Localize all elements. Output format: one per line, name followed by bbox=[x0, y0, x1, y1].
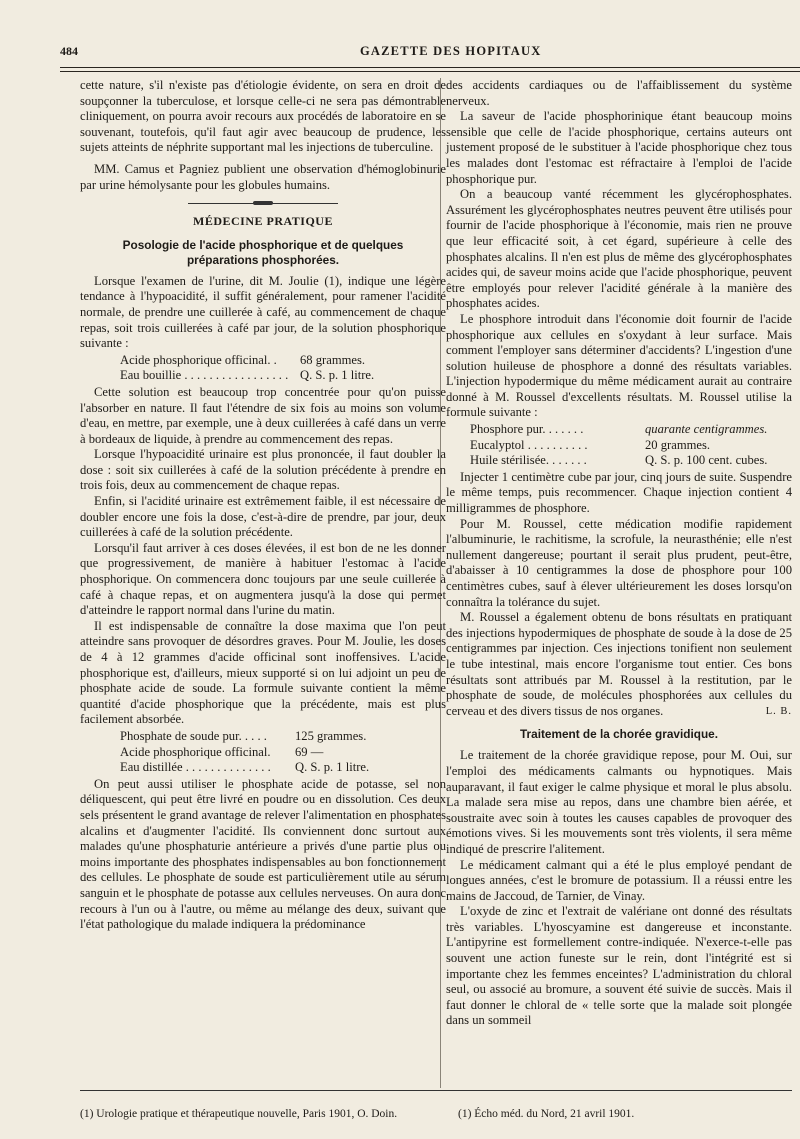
formula-3 bbox=[470, 422, 792, 469]
header-rule bbox=[60, 67, 800, 68]
formula-quantity: 20 grammes. bbox=[645, 437, 711, 452]
right-column bbox=[446, 78, 792, 1029]
paragraph: Enfin, si l'acidité urinaire est extrêmement faible, il est nécessaire de doubler encore une fois la dose, c'est-à-dire de prendre, par jour, deux cuillerées à café de la solution précédente. bbox=[80, 494, 446, 540]
formula-ingredient: Eucalyptol . . . . . . . . . . bbox=[470, 437, 588, 452]
paragraph bbox=[446, 610, 792, 719]
paragraph: Cette solution est beaucoup trop concentrée pour qu'on puisse l'absorber en nature. Il faut l'étendre de six fois au moins son volume d'eau, en mettre, par exemple, une à deux cuillerées à café dans un verre à bordeaux de liquide, à prendre au commencement des repas. bbox=[80, 384, 446, 446]
paragraph: Lorsque l'examen de l'urine, dit M. Joulie (1), indique une légère tendance à l'hypoacidité, il suffit généralement, pour ramener l'acidité normale, de prendre une cuillerée à café, au commencement de chaque repas, soit trois cuillerées à café par jour, de la solution phosphorique suivante : bbox=[80, 273, 446, 351]
paragraph: Le médicament calmant qui a été le plus employé pendant de longues années, c'est le bromure de potassium. Il a réussi entre les mains de Jaccoud, de Tarnier, de Vinay. bbox=[446, 857, 792, 903]
paragraph: Le traitement de la chorée gravidique repose, pour M. Oui, sur l'emploi des médicaments calmants ou hypnotiques. Mais auparavant, il faut exiger le calme physique et moral le plus absolu. La malade sera mise au repos, dans une chambre bien aérée, et soustraite avec soin à toutes les causes capables de provoquer des émotions vives. Si les mouvements sont très violents, il sera même indiqué de prescrire l'alitement. bbox=[446, 748, 792, 856]
formula-quantity: Q. S. p. 1 litre. bbox=[300, 368, 375, 383]
formula-quantity: 68 grammes. bbox=[300, 352, 366, 367]
journal-title: GAZETTE DES HOPITAUX bbox=[360, 44, 542, 58]
footnote-right: (1) Écho méd. du Nord, 21 avril 1901. bbox=[458, 1108, 635, 1120]
paragraph: On a beaucoup vanté récemment les glycérophosphates. Assurément les glycérophosphates neutres peuvent être utilisés pour fournir de l'acide phosphorique à l'économie, mais rien ne prouve que leur efficacité soit, à cet égard, supérieure à celle des phosphates alcalins. Il n'en est plus de même des glycérophosphates acides qui, de saveur moins acide que l'acide phosphorique, peuvent être employés pour relever l'acidité générale à la manière des phosphates acides. bbox=[446, 187, 792, 311]
paragraph: La saveur de l'acide phosphorinique étant beaucoup moins sensible que celle de l'acide phosphorique, certains auteurs ont justement proposé de le substituer à l'acide phosphorique chez tous les malades dont l'estomac est réfractaire à l'emploi de l'acide phosphorique pur. bbox=[446, 109, 792, 186]
section-divider bbox=[188, 203, 338, 208]
formula-quantity: Q. S. p. 1 litre. bbox=[295, 760, 370, 775]
formula-ingredient: Acide phosphorique officinal. bbox=[120, 744, 271, 759]
paragraph: Il est indispensable de connaître la dose maxima que l'on peut atteindre sans provoquer de désordres graves. Pour M. Joulie, les doses de 4 à 12 grammes d'acide officinal sont inoffensives. L'acide phosphorique est, d'ailleurs, mieux supporté si on lui adjoint un peu de phosphate acide de soude. La formule suivante contient la même quantité d'acide phosphorique que la précédente, mais est plus facilement absorbée. bbox=[80, 618, 446, 727]
footnote-rule bbox=[80, 1090, 792, 1091]
formula-ingredient: Phosphate de soude pur. . . . . bbox=[120, 728, 267, 743]
paragraph: Lorsqu'il faut arriver à ces doses élevées, il est bon de ne les donner que progressivement, de manière à habituer l'estomac à l'acide phosphorique. On commencera donc toujours par une seule cuillerée à café à chaque repas, et on augmentera jusqu'à la dose qui permet d'atteindre le rapport normal dans l'urine du matin. bbox=[80, 540, 446, 618]
header-rule-thin bbox=[60, 71, 800, 72]
formula-quantity: quarante centigrammes. bbox=[645, 422, 768, 437]
paragraph: L'oxyde de zinc et l'extrait de valériane ont donné des résultats très variables. L'hyoscyamine est dangereuse et inconstante. L'antipyrine est formellement contre-indiquée. N'exerce-t-elle pas souvent une action funeste sur le rein, dont l'intégrité est si importante chez les femmes enceintes? L'administration du chloral seul, ou associé au bromure, a souvent été suivie de succès. Mais il faut donner le chloral de « telle sorte que la malade soit plongée dans un sommeil bbox=[446, 904, 792, 1028]
formula-ingredient: Huile stérilisée. . . . . . . bbox=[470, 453, 587, 468]
formula-ingredient: Phosphore pur. . . . . . . bbox=[470, 422, 584, 437]
left-column bbox=[80, 78, 446, 933]
paragraph: Injecter 1 centimètre cube par jour, cinq jours de suite. Suspendre le même temps, puis recommencer. Chaque injection contient 4 milligrammes de phosphore. bbox=[446, 469, 792, 516]
article-title: Posologie de l'acide phosphorique et de quelques préparations phosphorées. bbox=[122, 237, 404, 267]
paragraph: Le phosphore introduit dans l'économie doit fournir de l'acide phosphorique aux cellules en s'oxydant à leur surface. Mais comment l'employer sans déterminer d'accidents? L'ingestion d'une solution huileuse de phosphore a donné des résultats variables. L'injection hypodermique du même médicament aurait au contraire donné à M. Roussel d'excellents résultats. M. Roussel utilise la formule suivante : bbox=[446, 311, 792, 420]
article-title: Traitement de la chorée gravidique. bbox=[520, 727, 718, 742]
section-heading: MÉDECINE PRATIQUE bbox=[193, 214, 333, 229]
page-header bbox=[60, 44, 800, 62]
formula-quantity: 125 grammes. bbox=[295, 728, 367, 743]
paragraph: Pour M. Roussel, cette médication modifie rapidement l'albuminurie, le rachitisme, la scrofule, la neurasthénie; elle n'est nullement dangereuse; pourtant il serait plus prudent, peut-être, d'abaisser à 10 centigrammes la dose de phosphore pour 100 centimètres cubes, sauf à élever ultérieurement les doses lorsqu'on connaîtra la tolérance du sujet. bbox=[446, 516, 792, 609]
formula-ingredient: Eau bouillie . . . . . . . . . . . . . . . . . bbox=[120, 368, 289, 383]
formula-quantity: Q. S. p. 100 cent. cubes. bbox=[645, 453, 768, 468]
author-signature: L. B. bbox=[765, 705, 792, 717]
footnote-left: (1) Urologie pratique et thérapeutique nouvelle, Paris 1901, O. Doin. bbox=[80, 1108, 398, 1120]
paragraph: MM. Camus et Pagniez publient une observation d'hémoglobinurie par urine hémolysante pour les globules humains. bbox=[80, 161, 446, 192]
formula-ingredient: Eau distillée . . . . . . . . . . . . . . bbox=[120, 760, 271, 775]
paragraph: On peut aussi utiliser le phosphate acide de potasse, sel non déliquescent, qui peut être livré en poudre ou en dissolution. Ces deux sels présentent le grand avantage de relever l'alimentation en phosphates alcalins et d'augmenter l'acidité. Ils conviennent donc surtout aux malades qu'une phosphaturie antérieure a privés d'une partie plus ou moins importante des phosphates indispensables au bon fonctionnement des cellules. Le phosphate de soude est particulièrement utile au sérum sanguin et le phosphate de potasse aux cellules nerveuses. On aura donc recours à l'un ou à l'autre, ou même au mélange des deux, suivant que l'état pathologique du malade indiquera la prédominance bbox=[80, 776, 446, 932]
paragraph: des accidents cardiaques ou de l'affaiblissement du système nerveux. bbox=[446, 78, 792, 108]
page-number: 484 bbox=[60, 44, 78, 58]
formula-1 bbox=[120, 353, 446, 384]
paragraph: Lorsque l'hypoacidité urinaire est plus prononcée, il faut doubler la dose : soit six cuillerées à café de la solution précédente à prendre en trois fois, deux au commencement de chaque repas. bbox=[80, 447, 446, 493]
paragraph-text: M. Roussel a également obtenu de bons résultats en pratiquant des injections hypodermiques de phosphate de soude à la dose de 25 centigrammes par injection. Ces injections tonifient non seulement le tube intestinal, mais encore l'organisme tout entier. Ces bons résultats sont attribués par M. Roussel à la restitution, par le phosphate de soude, de molécules phosphorées aux cellules du cerveau et des divers tissus de nos organes. bbox=[446, 610, 792, 718]
paragraph: cette nature, s'il n'existe pas d'étiologie évidente, on sera en droit de soupçonner la tuberculose, et lorsque celle-ci ne sera pas démontrable cliniquement, on pourra avoir recours aux procédés de laboratoire en se souvenant, toutefois, qu'il faut agir avec beaucoup de prudence, les sujets atteints de néphrite supportant mal les injections de tuberculine. bbox=[80, 78, 446, 155]
formula-2 bbox=[120, 729, 446, 776]
formula-ingredient: Acide phosphorique officinal. . bbox=[120, 352, 277, 367]
formula-quantity: 69 — bbox=[295, 744, 324, 759]
